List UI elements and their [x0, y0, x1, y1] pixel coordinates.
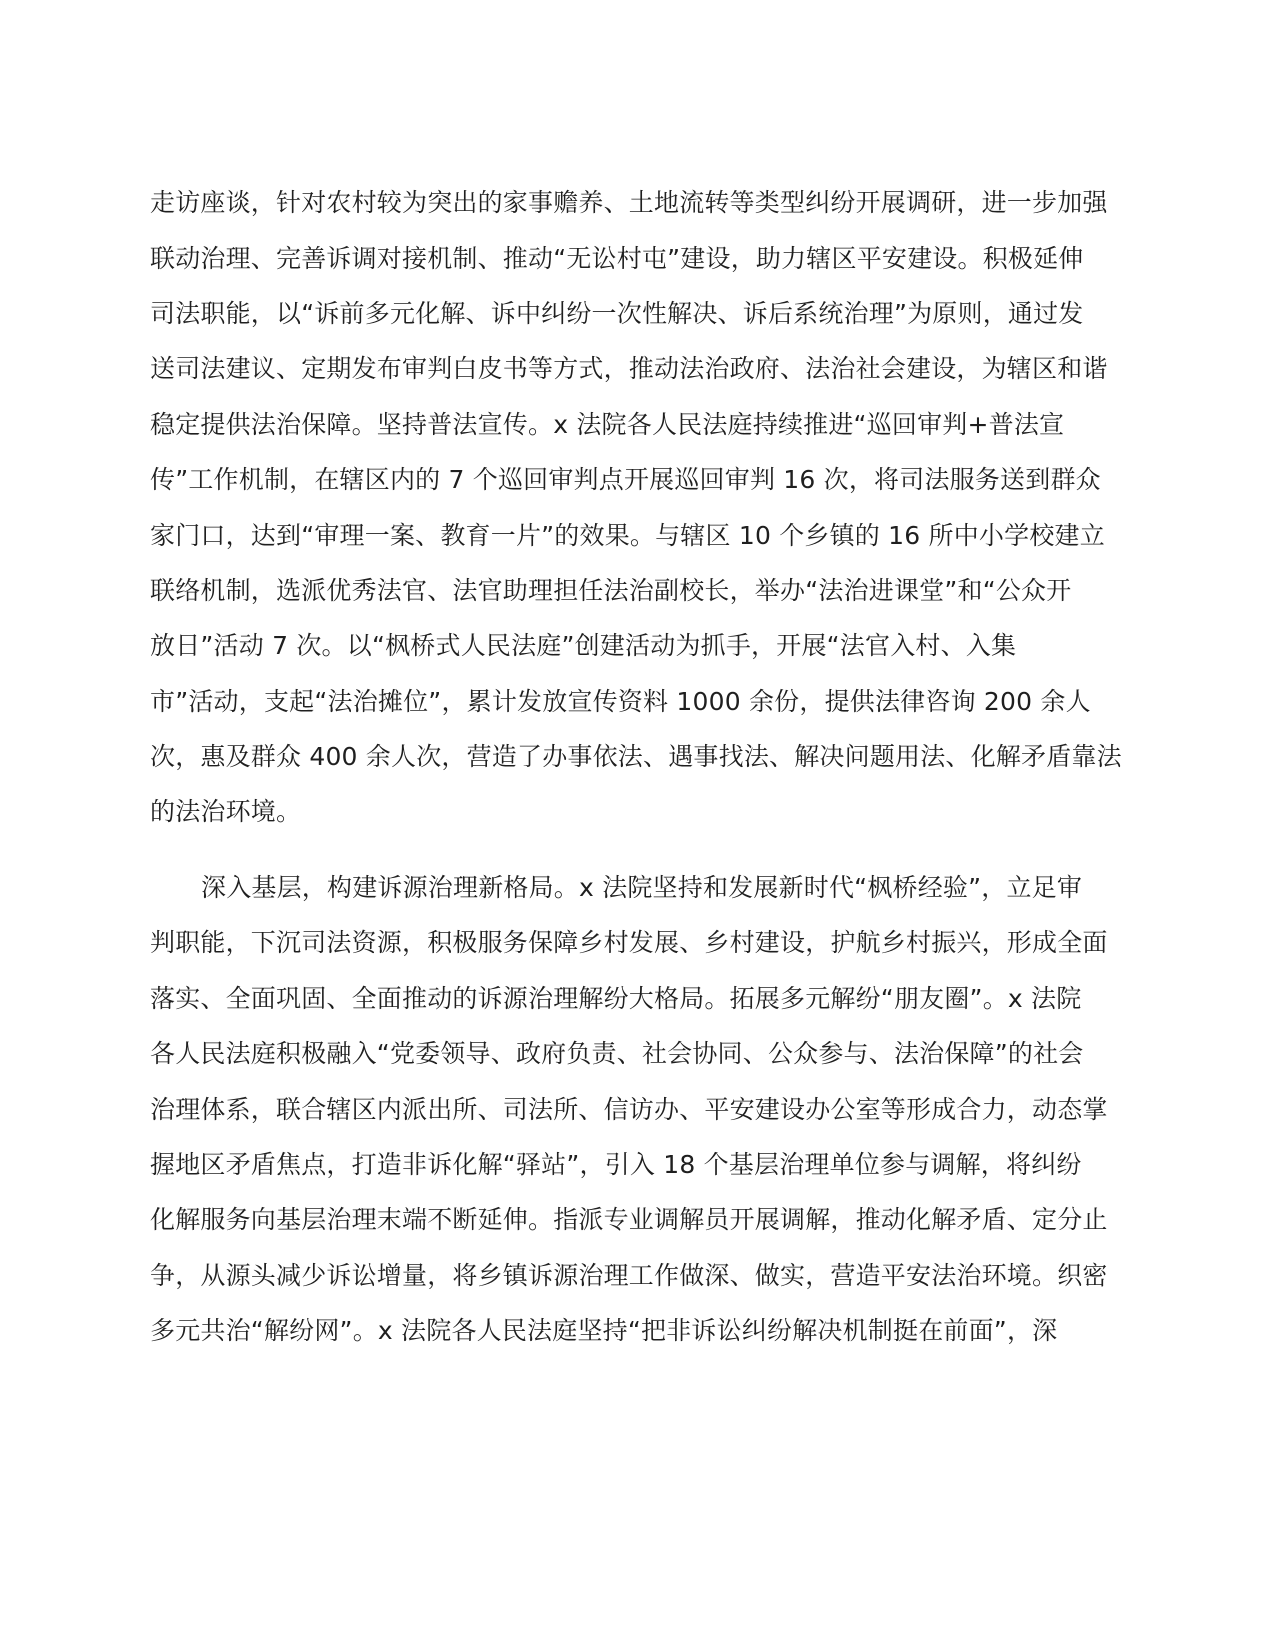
text-line: 联络机制，选派优秀法官、法官助理担任法治副校长，举办“法治进课堂”和“公众开: [150, 576, 1072, 605]
text-line: 多元共治“解纷网”。x 法院各人民法庭坚持“把非诉讼纠纷解决机制挺在前面”，深: [150, 1316, 1058, 1345]
text-line: 化解服务向基层治理末端不断延伸。指派专业调解员开展调解，推动化解矛盾、定分止: [150, 1205, 1108, 1234]
text-line: 放日”活动 7 次。以“枫桥式人民法庭”创建活动为抓手，开展“法官入村、入集: [150, 631, 1017, 660]
text-line: 深入基层，构建诉源治理新格局。x 法院坚持和发展新时代“枫桥经验”，立足审: [201, 873, 1083, 902]
text-line: 送司法建议、定期发布审判白皮书等方式，推动法治政府、法治社会建设，为辖区和谐: [150, 354, 1108, 383]
text-line: 各人民法庭积极融入“党委领导、政府负责、社会协同、公众参与、法治保障”的社会: [150, 1039, 1084, 1068]
text-line: 传”工作机制，在辖区内的 7 个巡回审判点开展巡回审判 16 次，将司法服务送到群众: [150, 465, 1101, 494]
text-line: 的法治环境。: [150, 797, 302, 826]
text-line: 市”活动，支起“法治摊位”，累计发放宣传资料 1000 余份，提供法律咨询 200 余人: [150, 687, 1091, 716]
text-line: 家门口，达到“审理一案、教育一片”的效果。与辖区 10 个乡镇的 16 所中小学校建立: [150, 521, 1105, 550]
text-line: 联动治理、完善诉调对接机制、推动“无讼村屯”建设，助力辖区平安建设。积极延伸: [150, 244, 1084, 273]
text-line: 司法职能，以“诉前多元化解、诉中纠纷一次性解决、诉后系统治理”为原则，通过发: [150, 299, 1084, 328]
text-line: 治理体系，联合辖区内派出所、司法所、信访办、平安建设办公室等形成合力，动态掌: [150, 1095, 1108, 1124]
text-line: 落实、全面巩固、全面推动的诉源治理解纷大格局。拓展多元解纷“朋友圈”。x 法院: [150, 984, 1082, 1013]
text-line: 判职能，下沉司法资源，积极服务保障乡村发展、乡村建设，护航乡村振兴，形成全面: [150, 928, 1108, 957]
text-line: 次，惠及群众 400 余人次，营造了办事依法、遇事找法、解决问题用法、化解矛盾靠法: [150, 742, 1122, 771]
text-line: 走访座谈，针对农村较为突出的家事赡养、土地流转等类型纠纷开展调研，进一步加强: [150, 188, 1108, 217]
text-line: 握地区矛盾焦点，打造非诉化解“驿站”，引入 18 个基层治理单位参与调解，将纠纷: [150, 1150, 1082, 1179]
text-line: 稳定提供法治保障。坚持普法宣传。x 法院各人民法庭持续推进“巡回审判+普法宣: [150, 410, 1065, 439]
text-line: 争，从源头减少诉讼增量，将乡镇诉源治理工作做深、做实，营造平安法治环境。织密: [150, 1261, 1108, 1290]
